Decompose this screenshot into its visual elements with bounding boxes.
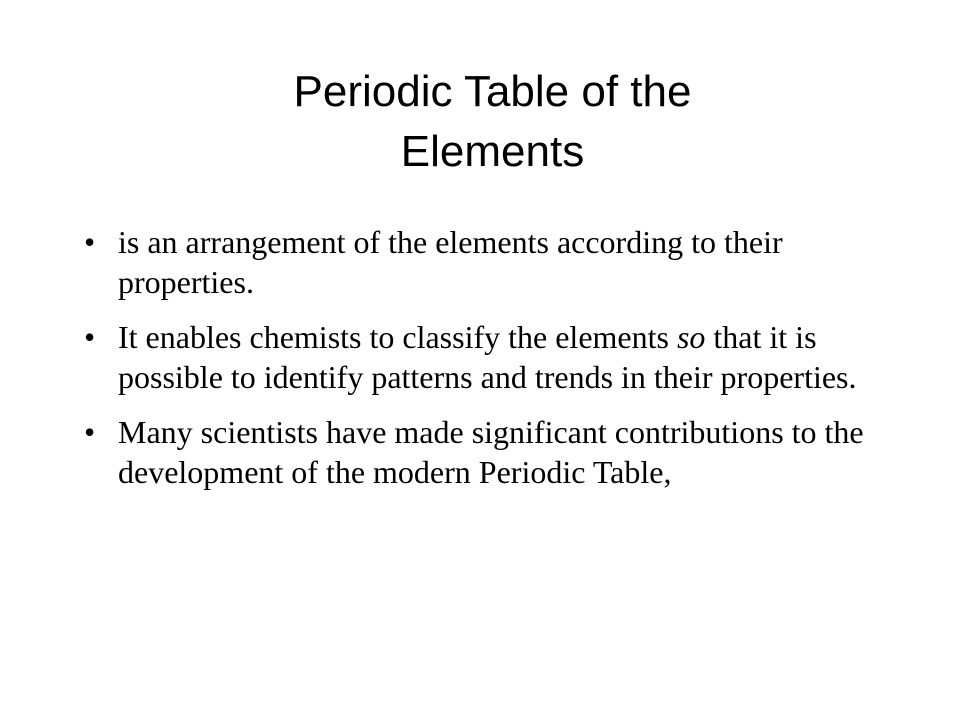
slide-title	[120, 62, 865, 182]
bullet-text-2-end: that it is possible to identify patterns and trends in their properties.	[118, 319, 857, 395]
bullet-text-3: Many scientists have made significant contributions to the development of the modern Periodic Table,	[118, 414, 864, 490]
bullet-text-2-italic-word: so	[676, 319, 706, 355]
slide-title-line-1: Periodic Table of the	[293, 67, 692, 116]
bullet-item-2	[78, 317, 888, 397]
bullet-item-3	[78, 412, 888, 492]
bullet-text-2	[118, 319, 857, 395]
slide-title-line-2: Elements	[400, 127, 585, 176]
bullet-marker-2: •	[84, 319, 96, 355]
bullet-list	[78, 222, 888, 507]
bullet-marker-1: •	[84, 224, 96, 260]
bullet-text-2-start: It enables chemists to classify the elements	[118, 319, 677, 355]
bullet-item-1	[78, 222, 888, 302]
bullet-marker-3: •	[84, 414, 96, 450]
bullet-text-1: is an arrangement of the elements according to their properties.	[118, 224, 783, 300]
